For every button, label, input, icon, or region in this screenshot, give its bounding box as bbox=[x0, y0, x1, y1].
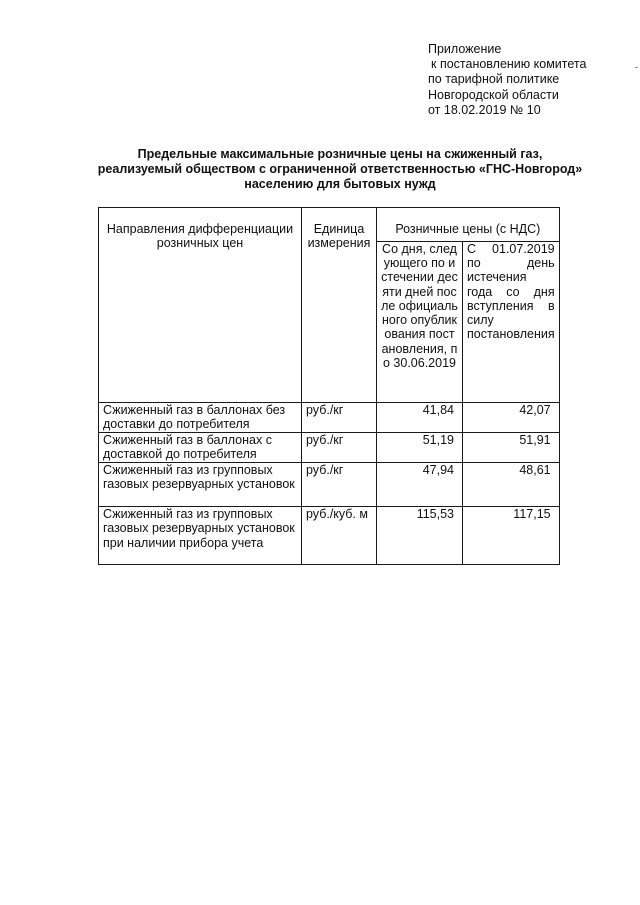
table-row bbox=[99, 463, 560, 507]
title-line-3: населению для бытовых нужд bbox=[244, 176, 436, 191]
row-price-period-2: 48,61 bbox=[463, 463, 560, 507]
row-direction: Сжиженный газ в баллонах без доставки до потребителя bbox=[99, 403, 302, 433]
row-direction: Сжиженный газ в баллонах с доставкой до потребителя bbox=[99, 433, 302, 463]
corner-mark: - bbox=[635, 62, 638, 72]
row-price-period-1: 41,84 bbox=[377, 403, 463, 433]
row-unit: руб./кг bbox=[302, 433, 377, 463]
header-period-1: Со дня, следующего по истечении десяти дней после официального опубликования постановления, по 30.06.2019 bbox=[377, 241, 463, 402]
table-row bbox=[99, 433, 560, 463]
row-price-period-2: 117,15 bbox=[463, 507, 560, 565]
title-line-1: Предельные максимальные розничные цены на сжиженный газ, bbox=[137, 147, 543, 161]
header-unit: Единица измерения bbox=[302, 208, 377, 403]
appendix-line-1: Приложение bbox=[428, 42, 502, 56]
row-price-period-1: 51,19 bbox=[377, 433, 463, 463]
appendix-block bbox=[428, 42, 586, 118]
appendix-line-3: по тарифной политике bbox=[428, 72, 560, 87]
document-title bbox=[70, 147, 610, 191]
row-unit: руб./кг bbox=[302, 463, 377, 507]
row-unit: руб./кг bbox=[302, 403, 377, 433]
row-price-period-2: 42,07 bbox=[463, 403, 560, 433]
row-price-period-1: 47,94 bbox=[377, 463, 463, 507]
appendix-line-5: от 18.02.2019 № 10 bbox=[428, 102, 541, 117]
row-direction: Сжиженный газ из групповых газовых резервуарных установок bbox=[99, 463, 302, 507]
row-direction: Сжиженный газ из групповых газовых резервуарных установок при наличии прибора учета bbox=[99, 507, 302, 565]
row-price-period-1: 115,53 bbox=[377, 507, 463, 565]
row-price-period-2: 51,91 bbox=[463, 433, 560, 463]
row-unit: руб./куб. м bbox=[302, 507, 377, 565]
title-line-2: реализуемый обществом с ограниченной ответственностью «ГНС-Новгород» bbox=[97, 161, 583, 176]
appendix-line-4: Новгородской области bbox=[428, 87, 559, 102]
table-header-row bbox=[99, 208, 560, 242]
header-retail-prices: Розничные цены (с НДС) bbox=[377, 208, 560, 242]
header-direction: Направления дифференциации розничных цен bbox=[99, 208, 302, 403]
price-table bbox=[98, 207, 560, 565]
table-row bbox=[99, 403, 560, 433]
table-row bbox=[99, 507, 560, 565]
header-period-2: С 01.07.2019 по день истечения года со дня вступления в силу постановления bbox=[463, 241, 560, 402]
appendix-line-2: к постановлению комитета bbox=[431, 57, 587, 72]
